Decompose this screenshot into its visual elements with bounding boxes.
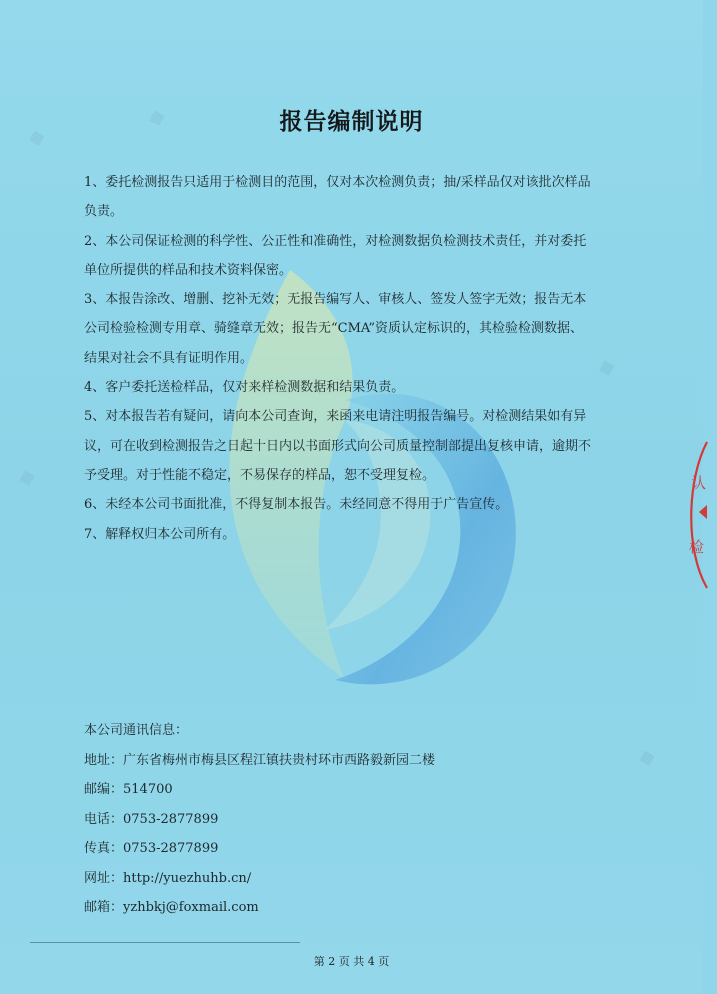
clause-line: 1、委托检测报告只适用于检测目的范围，仅对本次检测负责；抽/采样品仅对该批次样品 [84,175,591,190]
faint-watermark-mark: ▦ [26,128,47,148]
contact-website: 网址：http://yuezhuhb.cn/ [84,870,252,886]
clause-line: 单位所提供的样品和技术资料保密。 [84,262,293,278]
footer-divider [30,942,300,943]
stamp-star-icon [699,505,707,519]
page-indicator: 第 2 页 共 4 页 [313,955,390,968]
contact-info [84,716,604,923]
clause-line: 2、本公司保证检测的科学性、公正性和准确性，对检测数据负检测技术责任，并对委托 [84,233,587,249]
clause-line: 公司检验检测专用章、骑缝章无效；报告无“CMA”资质认定标识的，其检验检测数据、 [84,321,584,337]
clause-line: 予受理。对于性能不稳定，不易保存的样品，恕不受理复检。 [84,467,436,483]
page-title: 报告编制说明 [279,109,424,136]
contact-postcode: 邮编：514700 [84,782,173,797]
clause-line: 结果对社会不具有证明作用。 [84,350,254,366]
stamp-char-1: 认 [691,474,707,492]
seam-seal-stamp [677,440,717,590]
faint-watermark-mark: ▦ [16,468,37,488]
clause-line: 负责。 [84,204,124,220]
faint-watermark-mark: ▦ [596,358,617,378]
clause-line: 7、解释权归本公司所有。 [84,526,236,542]
clause-list [84,168,644,549]
faint-watermark-mark: ▦ [146,108,167,128]
clause-line: 6、未经本公司书面批准，不得复制本报告。未经同意不得用于广告宣传。 [84,497,509,513]
contact-fax: 传真：0753-2877899 [84,841,219,856]
contact-email: 邮箱：yzhbkj@foxmail.com [84,900,259,915]
contact-phone: 电话：0753-2877899 [84,811,219,827]
clause-line: 3、本报告涂改、增删、挖补无效；无报告编写人、审核人、签发人签字无效；报告无本 [84,292,587,308]
contact-address: 地址：广东省梅州市梅县区程江镇扶贵村环市西路毅新园二楼 [84,752,436,768]
clause-line: 4、客户委托送检样品，仅对来样检测数据和结果负责。 [84,380,405,396]
faint-watermark-mark: ▦ [636,748,657,768]
clause-line: 议，可在收到检测报告之日起十日内以书面形式向公司质量控制部提出复核申请，逾期不 [84,438,592,454]
contact-heading: 本公司通讯信息： [84,723,189,738]
stamp-char-2: 检 [689,538,705,556]
clause-line: 5、对本报告若有疑问，请向本公司查询，来函来电请注明报告编号。对检测结果如有异 [84,409,587,425]
